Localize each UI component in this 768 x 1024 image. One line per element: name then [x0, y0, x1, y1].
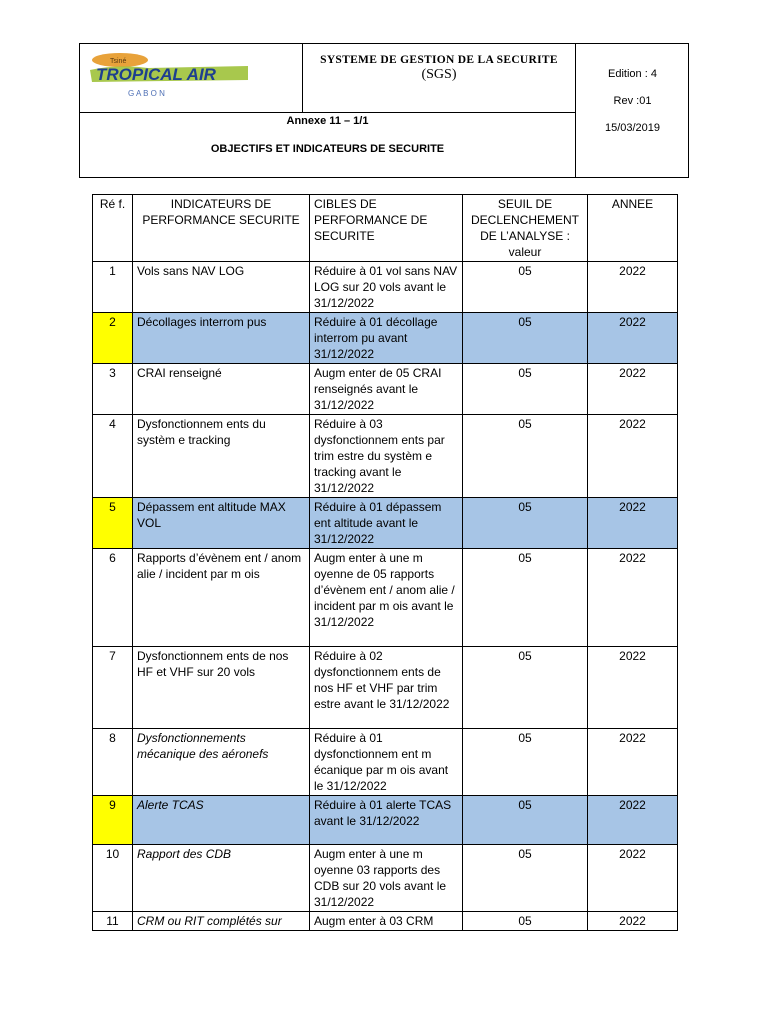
target-cell: Réduire à 03 dysfonctionnem ents par trim estre du systèm e tracking avant le 31/12/2022	[310, 415, 463, 498]
date-label: 15/03/2019	[604, 122, 661, 134]
year-cell: 2022	[588, 415, 678, 498]
logo-subtext: G A B O N	[128, 89, 165, 98]
ref-cell: 8	[93, 729, 133, 796]
table-row	[93, 549, 678, 647]
target-cell: Augm enter à une m oyenne de 05 rapports d’évènem ent / anom alie / incident par m ois avant le 31/12/2022	[310, 549, 463, 647]
target-cell: Réduire à 01 vol sans NAV LOG sur 20 vols avant le 31/12/2022	[310, 262, 463, 313]
threshold-cell: 05	[463, 415, 588, 498]
table-row	[93, 729, 678, 796]
threshold-cell: 05	[463, 796, 588, 845]
ref-cell: 3	[93, 364, 133, 415]
title-cell	[303, 44, 576, 112]
table-row	[93, 647, 678, 729]
logo-cell	[80, 44, 303, 112]
col-header-annee: ANNEE	[588, 195, 678, 262]
ref-cell: 4	[93, 415, 133, 498]
title-sgs: (SGS)	[421, 67, 457, 82]
target-cell: Augm enter à 03 CRM	[310, 912, 463, 931]
col-header-ref: Ré f.	[93, 195, 133, 262]
threshold-cell: 05	[463, 729, 588, 796]
table-row	[93, 796, 678, 845]
target-cell: Augm enter à une m oyenne 03 rapports des CDB sur 20 vols avant le 31/12/2022	[310, 845, 463, 912]
threshold-cell: 05	[463, 549, 588, 647]
target-cell: Réduire à 01 dysfonctionnem ent m écanique par m ois avant le 31/12/2022	[310, 729, 463, 796]
indicator-cell: CRAI renseigné	[133, 364, 310, 415]
svg-text:Tsiné: Tsiné	[110, 58, 127, 65]
annexe-cell	[80, 112, 576, 178]
indicator-cell: Dysfonctionnem ents du systèm e tracking	[133, 415, 310, 498]
threshold-cell: 05	[463, 262, 588, 313]
indicator-cell: Dysfonctionnements mécanique des aéronefs	[133, 729, 310, 796]
revision-label: Rev :01	[613, 95, 652, 107]
year-cell: 2022	[588, 262, 678, 313]
indicator-cell: Alerte TCAS	[133, 796, 310, 845]
table-row	[93, 313, 678, 364]
indicator-cell: Dépassem ent altitude MAX VOL	[133, 498, 310, 549]
target-cell: Réduire à 01 décollage interrom pu avant 31/12/2022	[310, 313, 463, 364]
table-row	[93, 498, 678, 549]
threshold-cell: 05	[463, 845, 588, 912]
ref-cell: 10	[93, 845, 133, 912]
year-cell: 2022	[588, 647, 678, 729]
year-cell: 2022	[588, 729, 678, 796]
title-main: SYSTEME DE GESTION DE LA SECURITE	[320, 54, 558, 66]
safety-indicators-table	[92, 194, 678, 931]
threshold-cell: 05	[463, 364, 588, 415]
threshold-cell: 05	[463, 647, 588, 729]
target-cell: Réduire à 01 alerte TCAS avant le 31/12/2022	[310, 796, 463, 845]
year-cell: 2022	[588, 364, 678, 415]
document-subtitle: OBJECTIFS ET INDICATEURS DE SECURITE	[210, 143, 445, 155]
year-cell: 2022	[588, 313, 678, 364]
ref-cell: 1	[93, 262, 133, 313]
table-row	[93, 364, 678, 415]
ref-cell: 5	[93, 498, 133, 549]
col-header-cibles: CIBLES DE PERFORMANCE DE SECURITE	[310, 195, 463, 262]
col-header-seuil: SEUIL DE DECLENCHEMENT DE L’ANALYSE : valeur	[463, 195, 588, 262]
year-cell: 2022	[588, 796, 678, 845]
year-cell: 2022	[588, 498, 678, 549]
table-header-row	[93, 195, 678, 262]
logo-text: TROPICAL AIR	[96, 65, 216, 84]
indicator-cell: Vols sans NAV LOG	[133, 262, 310, 313]
indicator-cell: Rapports d’évènem ent / anom alie / incident par m ois	[133, 549, 310, 647]
annexe-label: Annexe 11 – 1/1	[286, 115, 369, 127]
ref-cell: 11	[93, 912, 133, 931]
edition-label: Edition : 4	[608, 68, 657, 80]
document-header	[79, 43, 689, 178]
table-row	[93, 845, 678, 912]
table-row	[93, 912, 678, 931]
threshold-cell: 05	[463, 313, 588, 364]
threshold-cell: 05	[463, 912, 588, 931]
tropical-air-logo	[88, 50, 258, 102]
target-cell: Réduire à 01 dépassem ent altitude avant le 31/12/2022	[310, 498, 463, 549]
meta-cell	[576, 44, 689, 178]
ref-cell: 9	[93, 796, 133, 845]
target-cell: Réduire à 02 dysfonctionnem ents de nos HF et VHF par trim estre avant le 31/12/2022	[310, 647, 463, 729]
indicator-cell: CRM ou RIT complétés sur	[133, 912, 310, 931]
ref-cell: 6	[93, 549, 133, 647]
ref-cell: 7	[93, 647, 133, 729]
indicator-cell: Dysfonctionnem ents de nos HF et VHF sur 20 vols	[133, 647, 310, 729]
year-cell: 2022	[588, 912, 678, 931]
year-cell: 2022	[588, 845, 678, 912]
col-header-indicateurs: INDICATEURS DE PERFORMANCE SECURITE	[133, 195, 310, 262]
target-cell: Augm enter de 05 CRAI renseignés avant le 31/12/2022	[310, 364, 463, 415]
threshold-cell: 05	[463, 498, 588, 549]
table-row	[93, 262, 678, 313]
indicator-cell: Décollages interrom pus	[133, 313, 310, 364]
table-row	[93, 415, 678, 498]
year-cell: 2022	[588, 549, 678, 647]
ref-cell: 2	[93, 313, 133, 364]
indicator-cell: Rapport des CDB	[133, 845, 310, 912]
